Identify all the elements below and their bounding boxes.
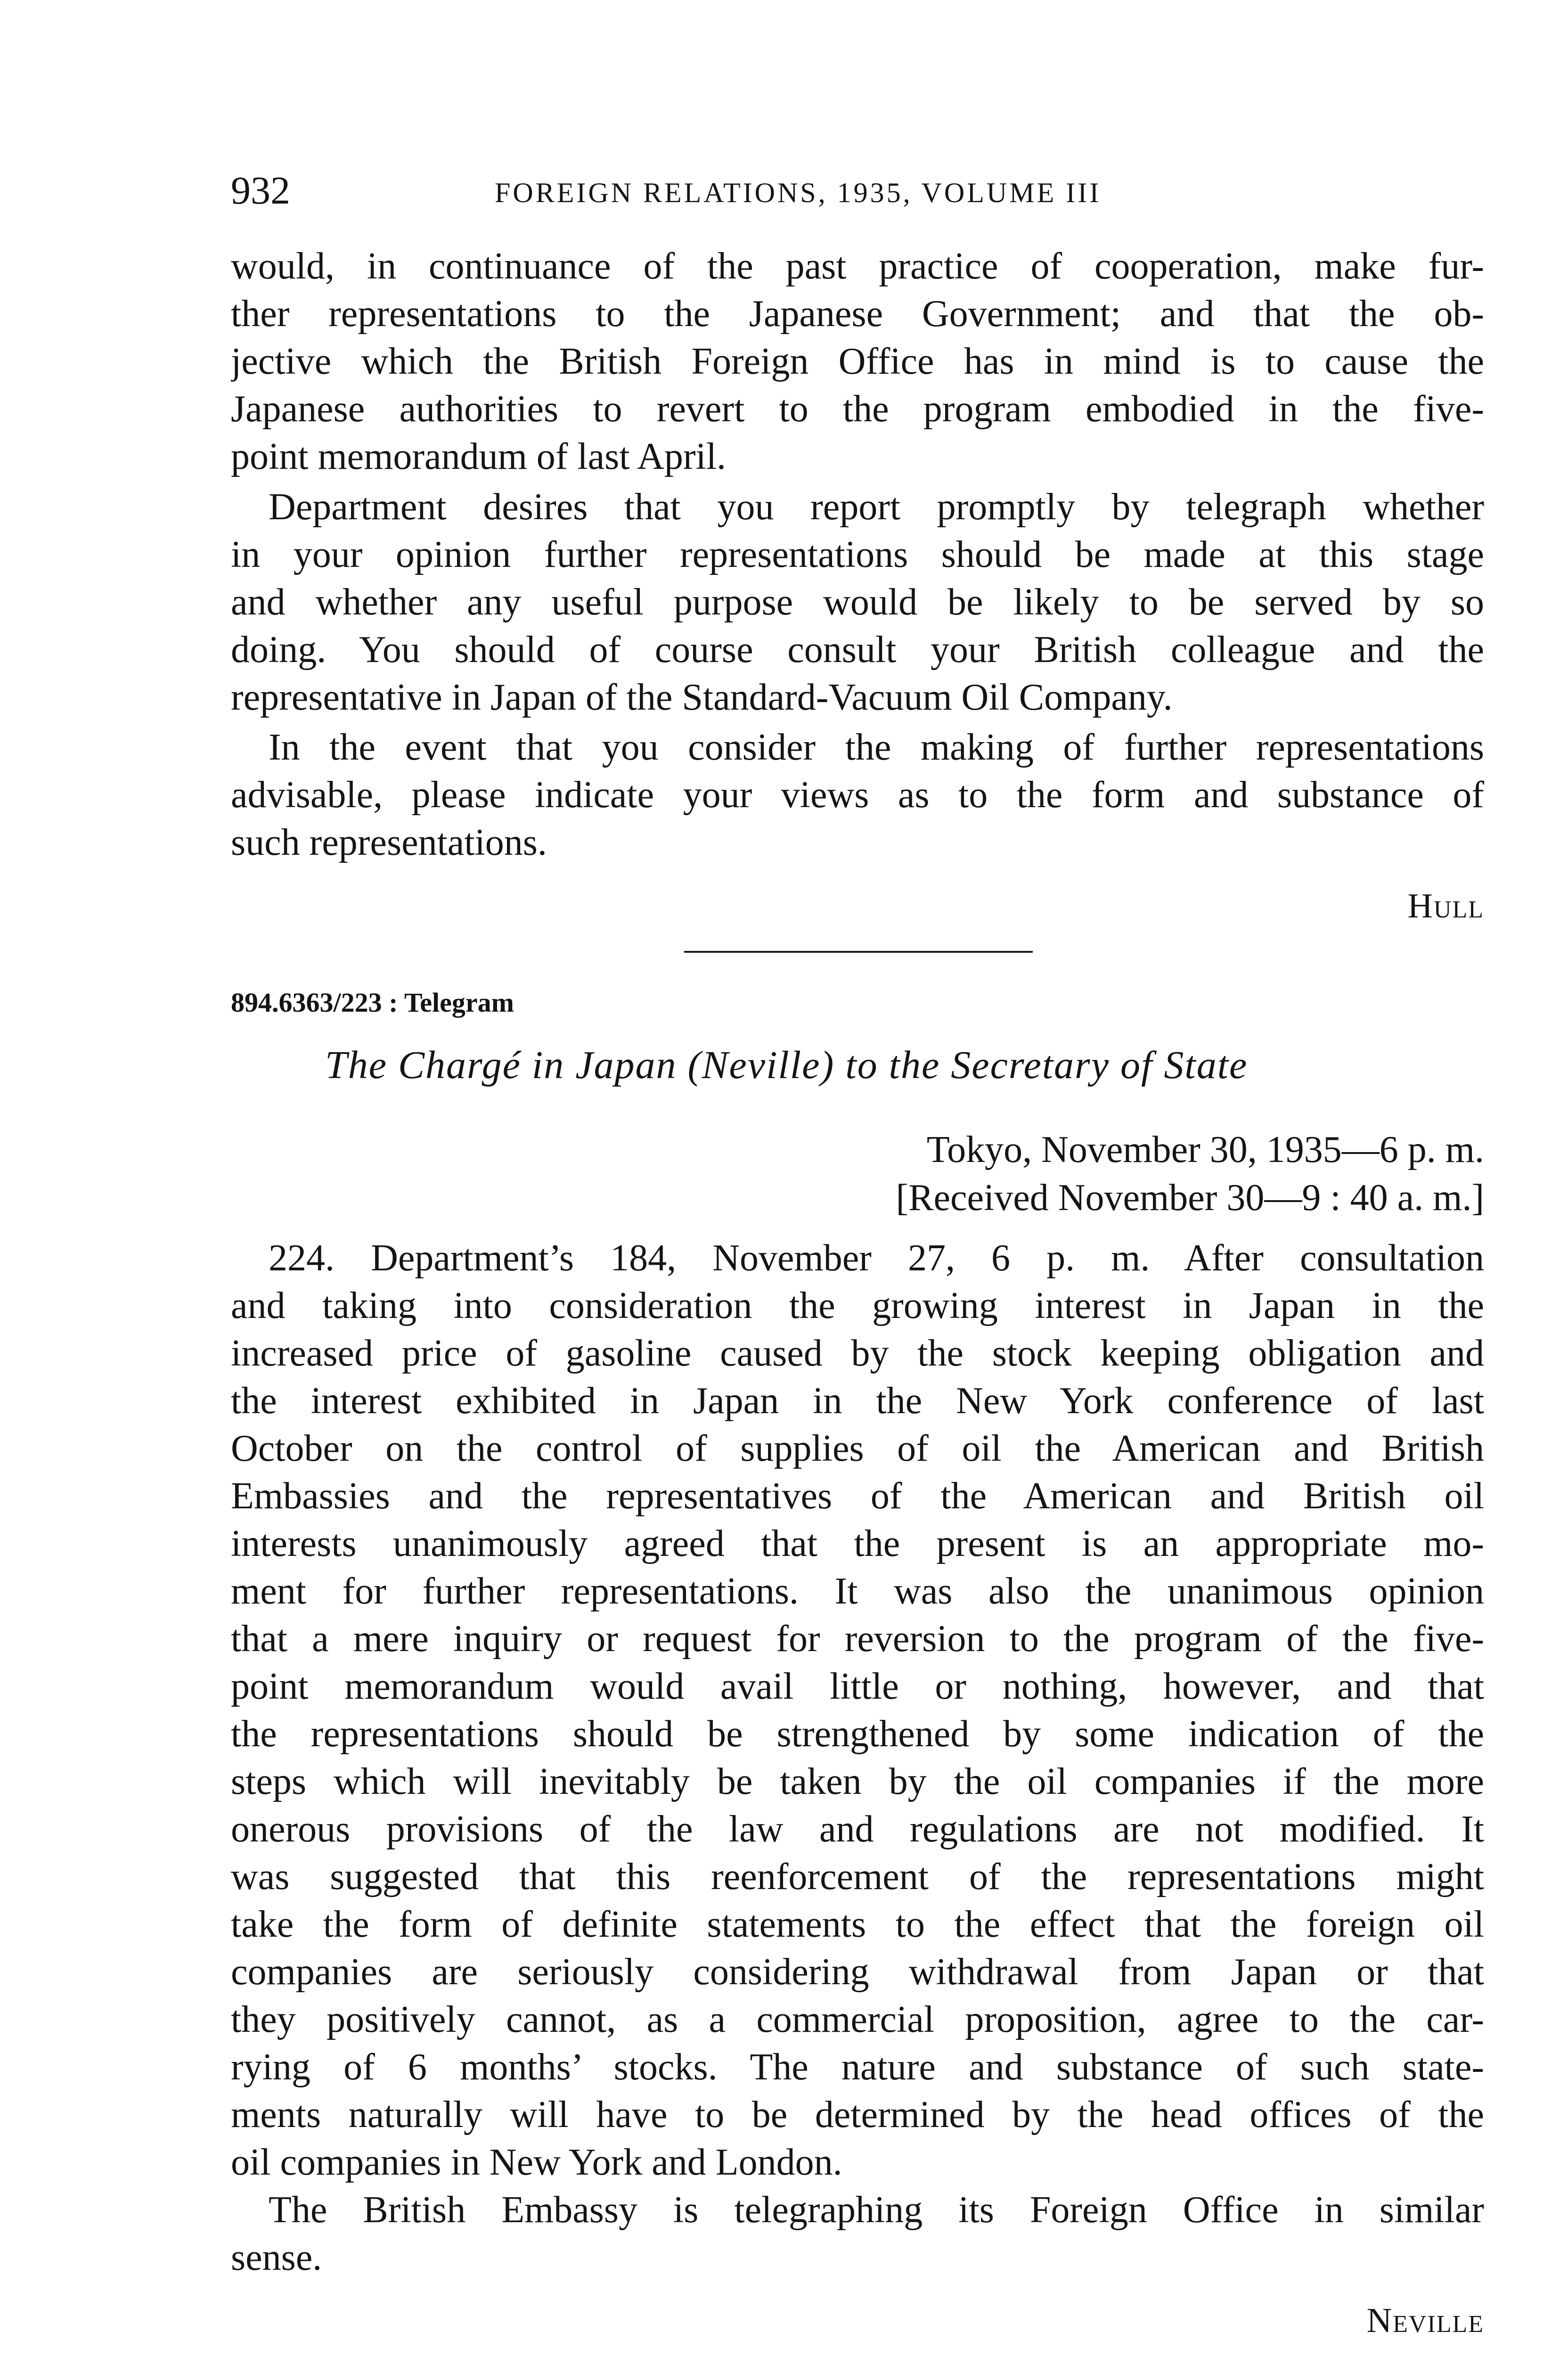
- text-line: October on the control of supplies of oil the American and British: [231, 1428, 1484, 1469]
- text-line: and taking into consideration the growing interest in Japan in the: [231, 1285, 1484, 1326]
- running-title: FOREIGN RELATIONS, 1935, VOLUME III: [495, 177, 1102, 208]
- received-line: [Received November 30—9 : 40 a. m.]: [896, 1177, 1484, 1219]
- text-line: Embassies and the representatives of the American and British oil: [231, 1475, 1484, 1517]
- text-line: onerous provisions of the law and regulations are not modified. It: [231, 1808, 1484, 1850]
- text-line: jective which the British Foreign Office has in mind is to cause the: [231, 341, 1484, 382]
- instruction-paragraph: [231, 483, 1484, 721]
- continuation-paragraph: [231, 243, 1484, 481]
- text-line: the interest exhibited in Japan in the New York conference of last: [231, 1380, 1484, 1422]
- text-line: sense.: [231, 2237, 322, 2278]
- text-line: advisable, please indicate your views as to the form and substance of: [231, 774, 1484, 816]
- text-line: increased price of gasoline caused by the stock keeping obligation and: [231, 1333, 1484, 1374]
- text-line: companies are seriously considering withdrawal from Japan or that: [231, 1951, 1484, 1993]
- text-line: and whether any useful purpose would be likely to be served by so: [231, 581, 1484, 623]
- text-line: representative in Japan of the Standard-Vacuum Oil Company.: [231, 677, 1173, 718]
- signature-neville: Neville: [1366, 2301, 1484, 2340]
- dateline: [927, 1126, 1484, 1174]
- views-paragraph: [231, 724, 1484, 867]
- section-divider: [684, 951, 1033, 953]
- text-line: steps which will inevitably be taken by the oil companies if the more: [231, 1761, 1484, 1802]
- file-reference: 894.6363/223 : Telegram: [231, 987, 514, 1018]
- text-line: ment for further representations. It was also the unanimous opinion: [231, 1571, 1484, 1612]
- text-line: that a mere inquiry or request for reversion to the program of the five-: [231, 1618, 1484, 1660]
- text-line: 224. Department’s 184, November 27, 6 p. m. After consultation: [269, 1237, 1484, 1279]
- text-line: such representations.: [231, 822, 547, 863]
- signature-hull: Hull: [1407, 887, 1484, 925]
- text-line: Japanese authorities to revert to the program embodied in the five-: [231, 388, 1484, 430]
- text-line: the representations should be strengthened by some indication of the: [231, 1713, 1484, 1755]
- text-line: In the event that you consider the making of further representations: [269, 727, 1484, 768]
- telegram-paragraph: [231, 1235, 1484, 2186]
- text-line: Department desires that you report promptly by telegraph whether: [269, 486, 1484, 528]
- text-line: point memorandum of last April.: [231, 436, 726, 477]
- text-line: would, in continuance of the past practice of cooperation, make fur-: [231, 245, 1484, 287]
- text-line: they positively cannot, as a commercial proposition, agree to the car-: [231, 1999, 1484, 2040]
- text-line: take the form of definite statements to the effect that the foreign oil: [231, 1904, 1484, 1945]
- dateline-text: Tokyo, November 30, 1935—6 p. m.: [926, 1129, 1484, 1170]
- text-line: in your opinion further representations should be made at this stage: [231, 534, 1484, 575]
- closing-paragraph: [231, 2186, 1484, 2282]
- text-line: ments naturally will have to be determined by the head offices of the: [231, 2094, 1484, 2135]
- text-line: ther representations to the Japanese Government; and that the ob-: [231, 293, 1484, 335]
- text-line: was suggested that this reenforcement of the representations might: [231, 1856, 1484, 1898]
- text-line: oil companies in New York and London.: [231, 2142, 842, 2183]
- document-title: The Chargé in Japan (Neville) to the Secretary of State: [325, 1043, 1248, 1087]
- text-line: interests unanimously agreed that the present is an appropriate mo-: [231, 1523, 1484, 1564]
- page-header: [231, 167, 1484, 219]
- text-line: doing. You should of course consult your British colleague and the: [231, 629, 1484, 671]
- text-line: point memorandum would avail little or nothing, however, and that: [231, 1666, 1484, 1707]
- page-number: 932: [231, 169, 290, 213]
- text-line: The British Embassy is telegraphing its Foreign Office in similar: [269, 2189, 1484, 2231]
- text-line: rying of 6 months’ stocks. The nature and substance of such state-: [231, 2046, 1484, 2088]
